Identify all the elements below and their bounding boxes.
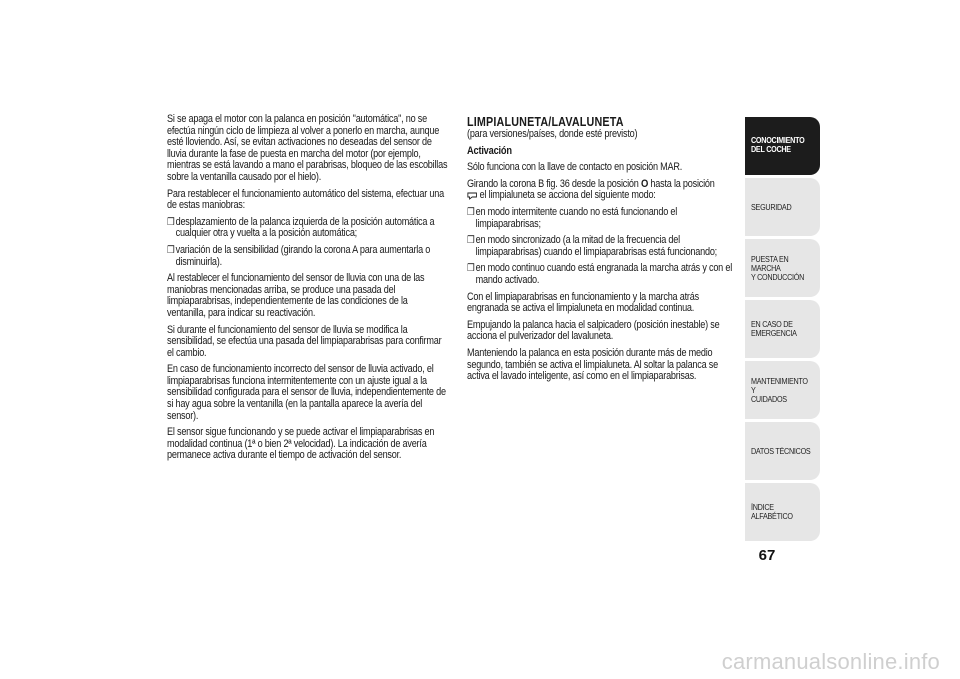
- paragraph: Manteniendo la palanca en esta posición durante más de medio segundo, también se activa el limpialuneta. Al soltar la palanca se activa el lavado inteligente, así como en el limpiaparabrisas.: [467, 346, 718, 383]
- right-column: [467, 114, 740, 388]
- paragraph-text: el limpialuneta se acciona del siguiente modo:: [477, 189, 656, 202]
- watermark: carmanualsonline.info: [721, 649, 940, 674]
- tab-datos-tecnicos[interactable]: [745, 422, 820, 480]
- tab-indice-alfabetico[interactable]: [745, 483, 820, 541]
- rear-wiper-icon: [467, 191, 477, 200]
- tab-en-caso-de-emergencia[interactable]: [745, 300, 820, 358]
- list-item: [167, 245, 447, 268]
- tab-seguridad[interactable]: [745, 178, 820, 236]
- tab-label: ÍNDICE ALFABÉTICO: [751, 503, 793, 521]
- paragraph: Si se apaga el motor con la palanca en posición "automática", no se efectúa ningún ciclo de limpieza al volver a ponerlo en marcha, aunque esté lloviendo. Así, se evitan activaciones no deseadas del sensor de lluvia durante la fase de puesta en marcha del motor (por ejemplo, mientras se está lavando a mano el parabrisas, bloqueo de las escobillas sobre la ventanilla causado por el hielo).: [167, 113, 448, 183]
- paragraph-text: hasta la posición: [648, 177, 715, 190]
- paragraph: Al restablecer el funcionamiento del sensor de lluvia con una de las maniobras mencionadas arriba, se produce una pasada del limpiaparabrisas, independientemente de las condiciones de la ventanilla, para indicar su reactivación.: [167, 272, 425, 319]
- tab-conocimiento-del-coche[interactable]: [745, 117, 820, 175]
- list-item-text: desplazamiento de la palanca izquierda de la posición automática a cualquier otra y vuelta a la posición automática;: [175, 215, 435, 240]
- checkbox-bullet-icon: ❒: [467, 206, 475, 218]
- section-subheading: (para versiones/países, donde esté previsto): [467, 128, 638, 140]
- tab-puesta-en-marcha[interactable]: [745, 239, 820, 297]
- list-item-text: en modo sincronizado (a la mitad de la frecuencia del limpiaparabrisas) cuando el limpiaparabrisas está funcionando;: [475, 234, 718, 258]
- list-item-text: en modo intermitente cuando no está funcionando el limpiaparabrisas;: [475, 205, 678, 230]
- list-item: [167, 217, 447, 240]
- paragraph: Para restablecer el funcionamiento automático del sistema, efectuar una de estas maniobras:: [167, 187, 444, 212]
- tab-label: PUESTA EN MARCHA Y CONDUCCIÓN: [751, 254, 805, 282]
- list-item: [467, 207, 740, 230]
- tab-label: EN CASO DE EMERGENCIA: [751, 320, 797, 338]
- section-heading: LIMPIALUNETA/LAVALUNETA: [467, 115, 624, 129]
- paragraph: Sólo funciona con la llave de contacto en posición MAR.: [467, 161, 683, 174]
- tab-label: MANTENIMIENTO Y CUIDADOS: [751, 376, 808, 404]
- paragraph-text: Girando la corona B fig. 36 desde la posición: [467, 177, 641, 190]
- list-item: [467, 263, 740, 286]
- tab-mantenimiento[interactable]: [745, 361, 820, 419]
- chapter-tabs: [745, 117, 820, 544]
- list-item-text: variación de la sensibilidad (girando la corona A para aumentarla o disminuirla).: [175, 243, 431, 268]
- paragraph: Con el limpiaparabrisas en funcionamiento y la marcha atrás engranada se activa el limpialuneta en modalidad continua.: [467, 290, 699, 315]
- list-item-text: en modo continuo cuando está engranada la marcha atrás y con el mando activado.: [475, 262, 733, 286]
- paragraph: Empujando la palanca hacia el salpicadero (posición inestable) se acciona el pulverizador del lavaluneta.: [467, 318, 720, 343]
- checkbox-bullet-icon: ❒: [167, 244, 175, 256]
- paragraph: En caso de funcionamiento incorrecto del sensor de lluvia activado, el limpiaparabrisas funciona intermitentemente con un ajuste igual a la sensibilidad configurada para el sensor de lluvia, independientemente de si hay agua sobre la ventanilla (en la pantalla aparece la avería del sensor).: [167, 363, 446, 422]
- off-position-symbol: O: [640, 177, 649, 190]
- paragraph: [467, 179, 740, 202]
- tab-label: CONOCIMIENTO DEL COCHE: [751, 136, 805, 154]
- list-item: [467, 235, 740, 258]
- tab-label: DATOS TÉCNICOS: [751, 446, 811, 456]
- tab-label: SEGURIDAD: [751, 202, 792, 212]
- subsection-title: Activación: [467, 144, 512, 157]
- paragraph: El sensor sigue funcionando y se puede activar el limpiaparabrisas en modalidad continua (1ª o bien 2ª velocidad). La indicación de avería permanece activa durante el tiempo de activación del sensor.: [167, 426, 435, 462]
- checkbox-bullet-icon: ❒: [467, 263, 475, 275]
- checkbox-bullet-icon: ❒: [167, 216, 175, 228]
- paragraph: Si durante el funcionamiento del sensor de lluvia se modifica la sensibilidad, se efectúa una pasada del limpiaparabrisas para confirmar el cambio.: [167, 323, 442, 359]
- checkbox-bullet-icon: ❒: [467, 235, 475, 247]
- page-number: 67: [758, 547, 776, 564]
- left-column: [167, 114, 447, 467]
